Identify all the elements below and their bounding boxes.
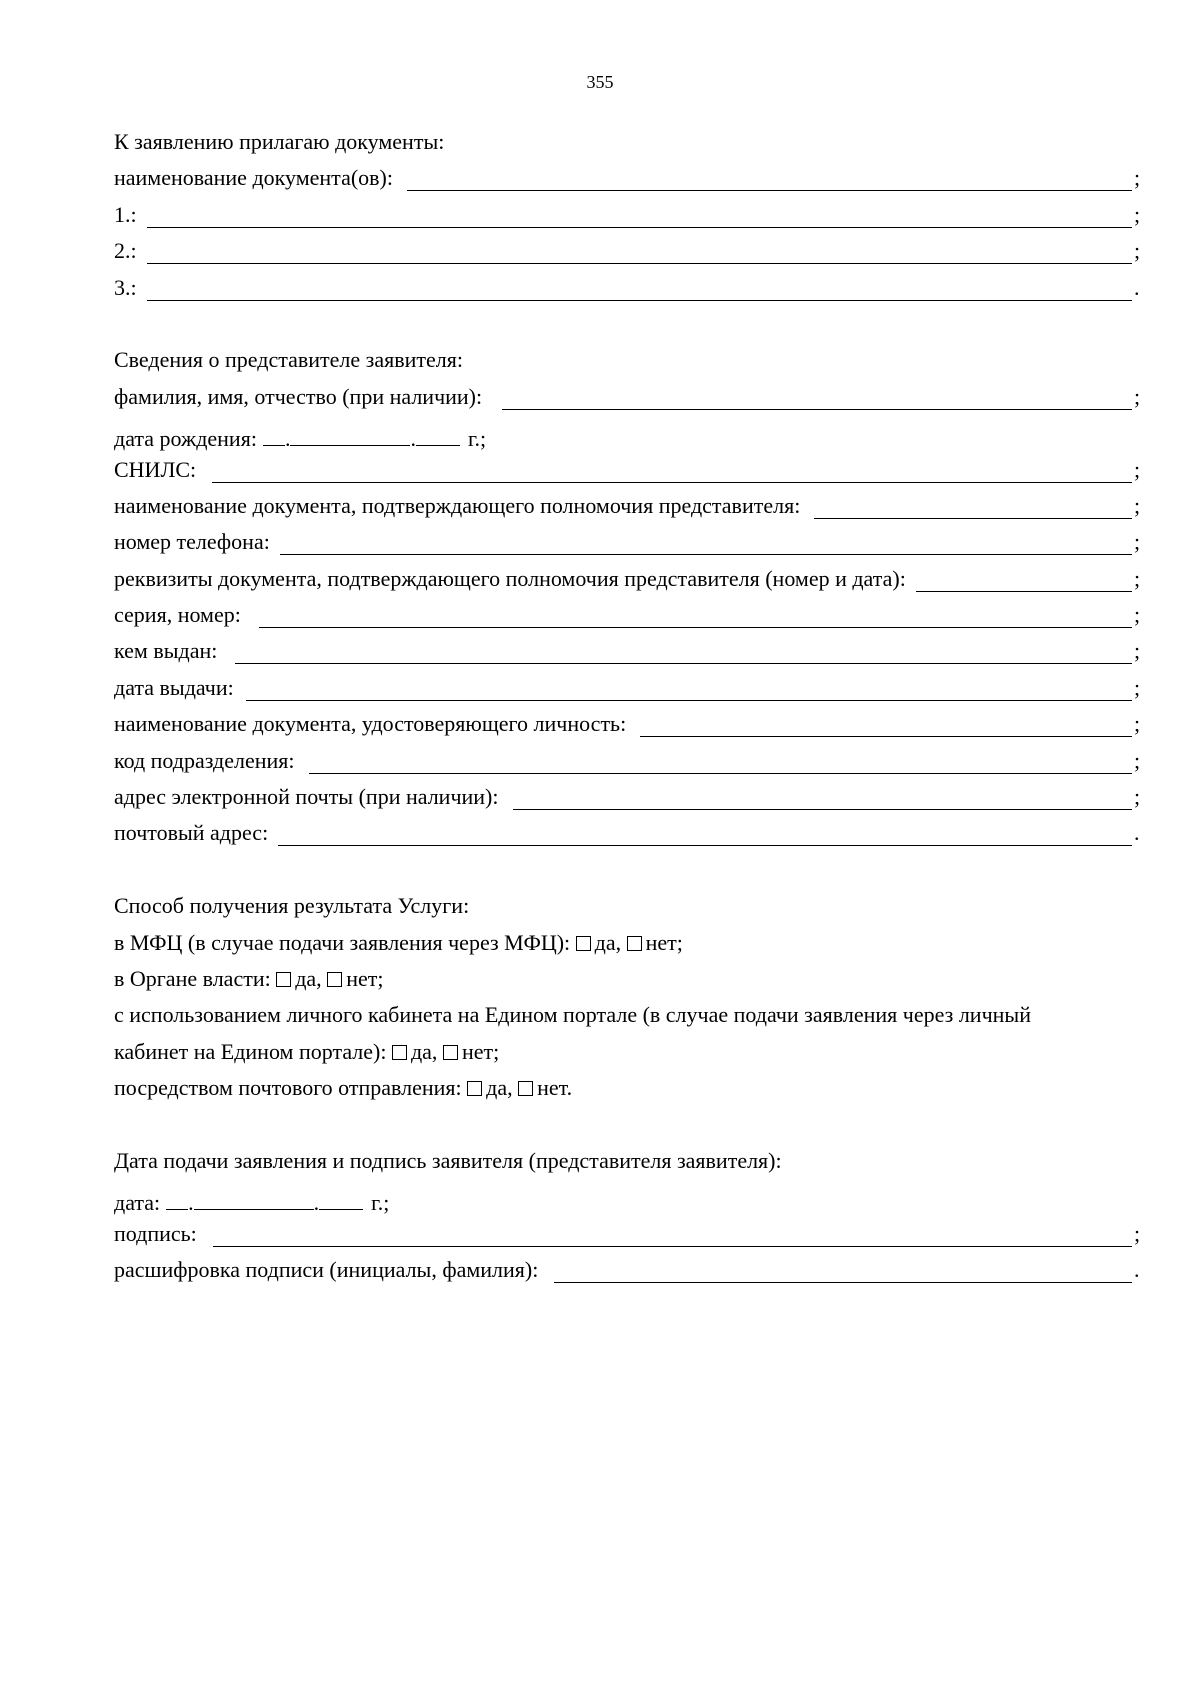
checkbox-mfc-no[interactable] [627, 936, 642, 951]
issue-date-field[interactable] [246, 676, 1132, 701]
attachments-heading: К заявлению прилагаю документы: [114, 129, 445, 154]
attachment-item-3 [114, 270, 1144, 306]
delivery-mfc-line [114, 925, 1144, 961]
sign-decode-line [114, 1252, 1144, 1288]
checkbox-authority-yes[interactable] [276, 972, 291, 987]
phone-field[interactable] [280, 530, 1132, 555]
id-doc-label: наименование документа, удостоверяющего личность: [114, 711, 627, 737]
division-code-label: код подразделения: [114, 747, 295, 773]
attachment-item-field[interactable] [147, 276, 1132, 301]
delivery-portal-line-1 [114, 997, 1144, 1033]
sign-month-field[interactable] [194, 1185, 314, 1210]
form-content [114, 124, 1144, 1289]
postal-line [114, 815, 1144, 851]
fio-line [114, 379, 1144, 415]
authority-doc-field[interactable] [814, 494, 1132, 519]
delivery-heading: Способ получения результата Услуги: [114, 893, 470, 919]
signature-heading-line [114, 1143, 1144, 1179]
postal-label: почтовый адрес: [114, 820, 269, 846]
attachments-heading-line [114, 124, 1144, 160]
birth-month-field[interactable] [290, 421, 410, 446]
postal-field[interactable] [278, 821, 1132, 846]
issued-by-field[interactable] [235, 639, 1132, 664]
birth-date-suffix: г.; [467, 426, 487, 452]
checkbox-portal-no[interactable] [443, 1045, 458, 1060]
series-field[interactable] [259, 603, 1132, 628]
sign-decode-end: . [1134, 1257, 1140, 1283]
option-no: нет; [645, 929, 683, 955]
series-line [114, 597, 1144, 633]
signature-heading: Дата подачи заявления и подпись заявителя (представителя заявителя): [114, 1147, 782, 1173]
birth-date-label: дата рождения: [114, 426, 257, 452]
page-number: 355 [586, 72, 614, 92]
attachment-item-field[interactable] [147, 239, 1132, 264]
sign-decode-field[interactable] [554, 1258, 1132, 1283]
authority-doc-end: ; [1134, 492, 1141, 518]
option-yes: да, [594, 929, 622, 955]
representative-heading: Сведения о представителе заявителя: [114, 347, 463, 373]
division-code-line [114, 743, 1144, 779]
snils-label: СНИЛС: [114, 456, 197, 482]
snils-field[interactable] [212, 458, 1132, 483]
option-yes: да, [295, 965, 322, 991]
email-label: адрес электронной почты (при наличии): [114, 784, 499, 810]
fio-field[interactable] [502, 385, 1132, 410]
sign-date-suffix: г.; [371, 1190, 390, 1216]
sign-date-line: дата: . . г.; [114, 1179, 1144, 1215]
issue-date-label: дата выдачи: [114, 674, 234, 700]
id-doc-line [114, 706, 1144, 742]
authority-requisites-label: реквизиты документа, подтверждающего полномочия представителя (номер и дата): [114, 565, 906, 591]
id-doc-end: ; [1134, 711, 1141, 737]
checkbox-portal-yes[interactable] [392, 1045, 407, 1060]
postal-end: . [1134, 820, 1140, 846]
phone-end: ; [1134, 529, 1141, 555]
authority-doc-line [114, 488, 1144, 524]
attachment-item-end: . [1134, 274, 1140, 300]
authority-requisites-end: ; [1134, 565, 1141, 591]
attachment-item-label: 3.: [114, 274, 137, 300]
id-doc-field[interactable] [640, 712, 1132, 737]
authority-doc-label: наименование документа, подтверждающего полномочия представителя: [114, 492, 801, 518]
series-end: ; [1134, 602, 1141, 628]
checkbox-post-no[interactable] [518, 1081, 533, 1096]
attachment-item-label: 2.: [114, 238, 137, 264]
sign-date-label: дата: [114, 1190, 161, 1216]
sign-decode-label: расшифровка подписи (инициалы, фамилия): [114, 1257, 539, 1283]
issued-by-label: кем выдан: [114, 638, 218, 664]
birth-day-field[interactable] [263, 421, 285, 446]
checkbox-mfc-yes[interactable] [576, 936, 591, 951]
sign-end: ; [1134, 1220, 1141, 1246]
phone-line [114, 524, 1144, 560]
email-end: ; [1134, 784, 1141, 810]
issue-date-end: ; [1134, 674, 1141, 700]
attachment-item-1 [114, 197, 1144, 233]
email-line [114, 779, 1144, 815]
phone-label: номер телефона: [114, 529, 270, 555]
snils-end: ; [1134, 456, 1141, 482]
option-yes: да, [410, 1038, 438, 1064]
series-label: серия, номер: [114, 602, 241, 628]
checkbox-authority-no[interactable] [327, 972, 342, 987]
issue-date-line [114, 670, 1144, 706]
birth-date-line: дата рождения: . . г.; [114, 415, 1144, 451]
checkbox-post-yes[interactable] [467, 1081, 482, 1096]
authority-requisites-line [114, 561, 1144, 597]
delivery-post-line [114, 1070, 1144, 1106]
birth-year-field[interactable] [416, 421, 460, 446]
sign-line [114, 1216, 1144, 1252]
option-no: нет; [461, 1038, 500, 1064]
delivery-portal-label-1: с использованием личного кабинета на Едином портале (в случае подачи заявления через личный [114, 1002, 1031, 1028]
fio-label: фамилия, имя, отчество (при наличии): [114, 383, 483, 409]
attachment-item-end: ; [1134, 201, 1141, 227]
doc-name-end: ; [1134, 165, 1141, 191]
option-no: нет; [346, 965, 384, 991]
delivery-authority-line [114, 961, 1144, 997]
attachment-item-label: 1.: [114, 201, 137, 227]
delivery-portal-line-2 [114, 1034, 1144, 1070]
sign-year-field[interactable] [319, 1185, 363, 1210]
option-yes: да, [486, 1075, 513, 1101]
delivery-heading-line [114, 888, 1144, 924]
snils-line [114, 452, 1144, 488]
sign-field[interactable] [213, 1222, 1132, 1247]
delivery-post-label: посредством почтового отправления: [114, 1075, 462, 1101]
email-field[interactable] [513, 785, 1133, 810]
division-code-end: ; [1134, 747, 1141, 773]
attachment-item-end: ; [1134, 238, 1141, 264]
attachment-item-field[interactable] [147, 203, 1132, 228]
division-code-field[interactable] [309, 749, 1132, 774]
issued-by-end: ; [1134, 638, 1141, 664]
representative-heading-line [114, 342, 1144, 378]
sign-day-field[interactable] [166, 1185, 188, 1210]
fio-end: ; [1134, 383, 1141, 409]
delivery-authority-label: в Органе власти: [114, 965, 271, 991]
delivery-mfc-label: в МФЦ (в случае подачи заявления через МФЦ): [114, 929, 571, 955]
delivery-portal-label-2: кабинет на Едином портале): [114, 1038, 387, 1064]
doc-name-field[interactable] [407, 166, 1132, 191]
authority-requisites-field[interactable] [916, 567, 1132, 592]
option-no: нет. [537, 1075, 573, 1101]
sign-label: подпись: [114, 1220, 197, 1246]
doc-name-label: наименование документа(ов): [114, 165, 393, 191]
doc-name-line [114, 160, 1144, 196]
issued-by-line [114, 633, 1144, 669]
attachment-item-2 [114, 233, 1144, 269]
